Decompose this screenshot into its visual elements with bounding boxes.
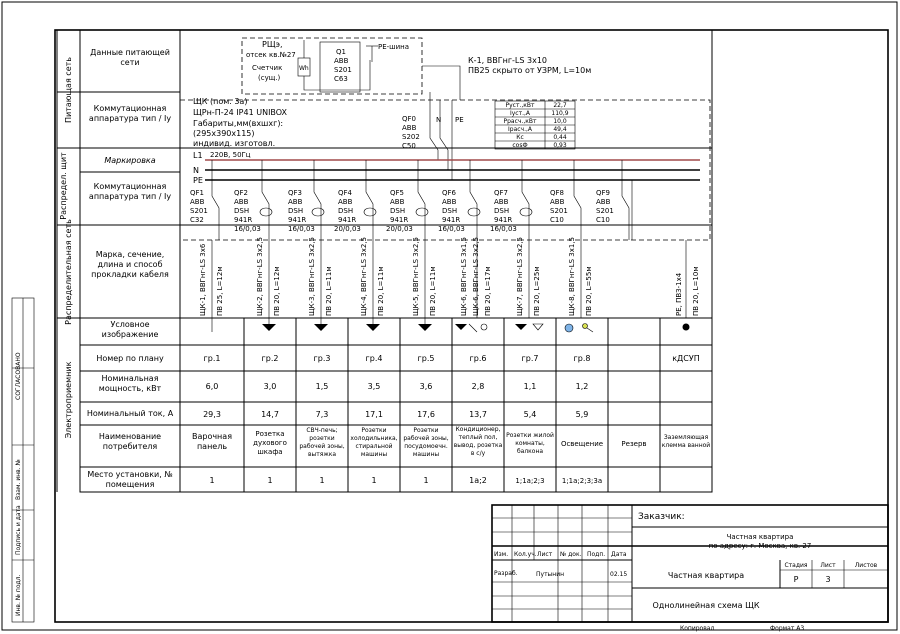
breaker-line: 941R: [288, 216, 307, 224]
receivers-rows: [203, 354, 700, 419]
meter-wh: Wh: [299, 65, 309, 72]
cable-label: ЩК-5, ВВГнг-LS 3х2,5: [412, 236, 420, 316]
current-cell: 17,1: [365, 410, 383, 419]
breaker-line: 941R: [390, 216, 409, 224]
place-cell: 1а;2: [469, 476, 487, 485]
power-cell: 1,5: [315, 382, 329, 391]
param-key: Iуст.,А: [509, 110, 531, 117]
stamp-h-izm: Изм.: [494, 551, 509, 558]
breaker-line: ABB: [596, 198, 611, 206]
lamp-icon: [565, 324, 573, 332]
consumer-cell: Розетки холодильника, стиральной машины: [350, 427, 398, 458]
plan-no-cell: гр.4: [365, 354, 383, 363]
cable-labels: [199, 237, 700, 316]
breaker-line: QF3: [288, 189, 302, 197]
plan-no-cell: гр.3: [313, 354, 331, 363]
breaker-line: C32: [190, 216, 204, 224]
label-supply-data: Данные питающей сети: [90, 48, 170, 67]
place-cell: 1: [209, 476, 215, 485]
breaker-line: S201: [550, 207, 568, 215]
symbols-row: [212, 318, 690, 332]
breaker-line: ABB: [288, 198, 303, 206]
stamp-stage-h: Стадия: [784, 562, 808, 569]
place-cell: 1: [319, 476, 325, 485]
breaker-line: DSH: [234, 207, 250, 215]
panel-voltage: 220В, 50Гц: [210, 151, 251, 159]
param-value: 110,9: [551, 110, 569, 117]
power-cell: 3,0: [263, 382, 277, 391]
socket-icon: [262, 324, 276, 331]
breaker-line: QF4: [338, 189, 352, 197]
breaker-qf7: [490, 160, 532, 240]
power-cell: 2,8: [471, 382, 485, 391]
label-location: Место установки, № помещения: [87, 470, 173, 489]
breaker-line: DSH: [494, 207, 510, 215]
breaker-line: 941R: [338, 216, 357, 224]
socket-icon: [418, 324, 432, 331]
panel-title: ЩК (пом. 3а): [193, 97, 248, 106]
breaker-qf2: [234, 160, 272, 240]
socket-icon: [366, 324, 380, 331]
cable-label: ЩК-6, ВВГнг-LS 3х2,5: [472, 236, 480, 316]
breaker-line: QF8: [550, 189, 564, 197]
stamp-h-sign: Подп.: [587, 551, 606, 558]
breaker-qf8: [550, 160, 581, 240]
meter-existing: (сущ.): [258, 74, 281, 82]
consumer-cell: Заземляющая клемма ванной: [661, 434, 711, 449]
breaker-qf9: [596, 160, 629, 240]
current-cell: 7,3: [315, 410, 329, 419]
stamp-copied: Копировал: [680, 625, 715, 632]
param-value: 0,44: [553, 134, 567, 141]
section-receivers: Электроприемник: [64, 361, 73, 439]
heater-icon: [469, 324, 477, 332]
breaker-line: ABB: [338, 198, 353, 206]
breaker-line: DSH: [338, 207, 354, 215]
stamp-sheet: 3: [825, 575, 831, 584]
panel-dims-label: Габариты,мм(вхшхг):: [193, 119, 284, 128]
places-row: [209, 476, 602, 485]
current-cell: 5,9: [575, 410, 589, 419]
qf0-n: N: [436, 116, 442, 124]
label-plan-no: Номер по плану: [96, 354, 164, 363]
plan-no-cell: гр.1: [203, 354, 221, 363]
socket-outline-icon: [533, 324, 543, 330]
outgoing-lines: [212, 240, 686, 318]
title-block: [492, 505, 888, 632]
stamp-h-date: Дата: [611, 551, 627, 558]
breaker-line: ABB: [234, 198, 249, 206]
place-cell: 1: [423, 476, 429, 485]
socket-icon: [455, 324, 467, 330]
place-cell: 1;1а;2;3: [515, 477, 545, 485]
breaker-qf6: [438, 160, 480, 240]
cable-label: ЩК-8, ВВГнг-LS 3х1,5: [568, 236, 576, 316]
plan-no-cell: гр.5: [417, 354, 435, 363]
cable-length: ПВ 20, L=10м: [692, 266, 700, 316]
breaker-line: 941R: [234, 216, 253, 224]
consumer-cell: Освещение: [560, 440, 604, 448]
param-key: Руст.,кВт: [505, 102, 535, 109]
plan-no-cell: кДСУП: [672, 354, 700, 363]
param-key: cosФ: [512, 142, 528, 149]
breaker-line: QF7: [494, 189, 508, 197]
breaker-qf4: [334, 160, 376, 240]
plan-no-cell: гр.7: [521, 354, 539, 363]
left-binding-strip: [12, 298, 34, 622]
breaker-line: C10: [596, 216, 610, 224]
consumer-cell: Розетка духового шкафа: [253, 430, 287, 456]
param-key: Iрасч.,А: [507, 126, 533, 133]
breaker-line: QF9: [596, 189, 610, 197]
breaker-line: ABB: [494, 198, 509, 206]
supply-cable-1: К-1, ВВГнг-LS 3х10: [468, 56, 547, 65]
consumer-cell: СВЧ-печь; розетки рабочей зоны, вытяжка: [299, 427, 345, 458]
panel-info: [193, 97, 288, 185]
breaker-line: DSH: [288, 207, 304, 215]
param-key: Кс: [516, 134, 524, 141]
param-value: 22,7: [553, 102, 567, 109]
qf0-pe: PE: [455, 116, 464, 124]
ground-terminal-icon: [683, 324, 690, 331]
breaker-line: S201: [190, 207, 208, 215]
power-cell: 1,2: [575, 382, 589, 391]
label-consumer: Наименование потребителя: [98, 432, 162, 451]
stamp-format: Формат A3: [770, 625, 805, 632]
stamp-dev-date: 02.15: [610, 571, 628, 578]
customer-line-2: по адресу: г. Москва, кв. 27: [708, 542, 812, 550]
stamp-h-kol: Кол.уч.: [514, 551, 537, 558]
place-cell: 1: [267, 476, 273, 485]
stamp-object: Частная квартира: [667, 571, 745, 580]
stamp-h-list: Лист: [537, 551, 553, 558]
consumer-cell: Розетки жилой комнаты, балкона: [506, 432, 554, 455]
q1-maker: ABB: [334, 57, 349, 65]
breaker-line: ABB: [390, 198, 405, 206]
plan-no-cell: гр.6: [469, 354, 487, 363]
plan-no-cell: гр.8: [573, 354, 591, 363]
power-cell: 3,6: [419, 382, 433, 391]
consumer-names: [182, 426, 711, 467]
breaker-line: DSH: [390, 207, 406, 215]
bus-l1-label: L1: [193, 151, 203, 160]
breaker-line: 20/0,03: [386, 225, 413, 233]
cable-label: ЩК-6, ВВГнг-LS 3х1,5: [460, 236, 468, 316]
q1-rating: C63: [334, 75, 348, 83]
pe-bus-label: РЕ-шина: [378, 43, 409, 51]
breaker-line: 941R: [442, 216, 461, 224]
label-power: Номинальная мощность, кВт: [98, 374, 162, 393]
breaker-qf5: [386, 160, 428, 240]
panel-model: ЩРн-П-24 IP41 UNIBOX: [193, 108, 288, 117]
cable-label: ЩК-3, ВВГнг-LS 3х2,5: [308, 236, 316, 316]
cable-length: ПВ 20, L=11м: [377, 266, 385, 316]
breaker-line: 16/0,03: [438, 225, 465, 233]
qf0-model: S202: [402, 133, 420, 141]
param-value: 0,93: [553, 142, 567, 149]
param-value: 49,4: [553, 126, 567, 133]
label-marking: Маркировка: [104, 156, 156, 165]
current-cell: 13,7: [469, 410, 487, 419]
q1-model: S201: [334, 66, 352, 74]
current-cell: 17,6: [417, 410, 435, 419]
stamp-sheet-h: Лист: [820, 562, 836, 569]
cable-label: ЩК-7, ВВГнг-LS 3х2,5: [516, 236, 524, 316]
consumer-cell: Розетки рабочей зоны, посудомоечн. машины: [403, 427, 449, 458]
breaker-line: QF1: [190, 189, 204, 197]
label-symbol: Условное изображение: [101, 320, 159, 339]
breaker-line: 16/0,03: [234, 225, 261, 233]
stamp-developer: Разраб.: [494, 570, 518, 577]
breaker-line: 941R: [494, 216, 513, 224]
section-panel: Распредел. щит: [59, 152, 68, 220]
breaker-qf3: [288, 160, 324, 240]
inv-dup-label: Взам. инв. №: [15, 459, 22, 500]
cable-label: ЩК-4, ВВГнг-LS 3х2,5: [360, 236, 368, 316]
stamp-drawing-title: Однолинейная схема ЩК: [652, 601, 760, 610]
section-supply: Питающая сеть: [64, 57, 73, 123]
current-cell: 5,4: [523, 410, 537, 419]
qf0-rating: C50: [402, 142, 416, 150]
consumer-cell: Резерв: [621, 440, 647, 448]
breaker-line: 20/0,03: [334, 225, 361, 233]
rsch-compartment: отсек кв.№27: [246, 51, 296, 59]
qf0-incomer: [402, 100, 464, 180]
panel-maker: индивид. изготовл.: [193, 139, 276, 148]
consumer-cell: Кондиционер, теплый пол, вывод, розетка в с/у: [453, 426, 503, 457]
cable-length: ПВ 20, L=25м: [533, 266, 541, 316]
socket-icon: [515, 324, 527, 330]
supply-cable-2: ПВ25 скрыто от УЗРМ, L=10м: [468, 66, 592, 75]
label-cable: Марка, сечение, длина и способ прокладки кабеля: [91, 250, 169, 279]
bus-n-label: N: [193, 166, 199, 175]
current-cell: 29,3: [203, 410, 221, 419]
label-switching-2: Коммутационная аппаратура тип / Iу: [88, 182, 172, 201]
current-cell: 14,7: [261, 410, 279, 419]
cable-length: ПВ 25, L=12м: [216, 266, 224, 316]
breaker-line: QF2: [234, 189, 248, 197]
cable-length: ПВ 20, L=55м: [585, 266, 593, 316]
power-cell: 1,1: [523, 382, 537, 391]
socket-icon: [314, 324, 328, 331]
place-cell: 1: [371, 476, 377, 485]
stamp-h-doc: № док.: [560, 551, 582, 558]
cable-length: ПВ 20, L=12м: [273, 266, 281, 316]
meter-label: Счетчик: [252, 64, 283, 72]
breaker-line: 16/0,03: [288, 225, 315, 233]
cable-length: ПВ 20, L=11м: [429, 266, 437, 316]
breaker-line: QF6: [442, 189, 456, 197]
q1-name: Q1: [336, 48, 346, 56]
breaker-line: ABB: [442, 198, 457, 206]
qf0-maker: ABB: [402, 124, 417, 132]
breaker-line: C10: [550, 216, 564, 224]
cable-length: ПВ 20, L=11м: [325, 266, 333, 316]
stamp-stage: Р: [793, 575, 799, 584]
breaker-line: ABB: [550, 198, 565, 206]
breaker-line: S201: [596, 207, 614, 215]
label-switching-1: Коммутационная аппаратура тип / Iу: [88, 104, 172, 123]
customer-line-1: Частная квартира: [726, 533, 794, 541]
place-cell: 1;1а;2;3;3а: [561, 477, 603, 485]
param-value: 10,0: [553, 118, 567, 125]
sign-date-label: Подпись и дата: [15, 505, 22, 555]
section-distribution: Распределительная сеть: [64, 219, 73, 325]
breaker-line: DSH: [442, 207, 458, 215]
rsch-label: РЩэ,: [262, 40, 283, 49]
outlet-icon: [481, 324, 487, 330]
panel-dims: (295х390х115): [193, 129, 255, 138]
switch-icon: [583, 324, 588, 329]
power-cell: 3,5: [367, 382, 381, 391]
cable-length: ПВ 20, L=17м: [484, 266, 492, 316]
plan-no-cell: гр.2: [261, 354, 279, 363]
breaker-line: 16/0,03: [490, 225, 517, 233]
customer-label: Заказчик:: [638, 512, 685, 522]
cable-label: ЩК-1, ВВГнг-LS 3х6: [199, 243, 207, 316]
qf0-name: QF0: [402, 115, 416, 123]
consumer-cell: Варочная панель: [191, 432, 233, 451]
power-cell: 6,0: [205, 382, 219, 391]
bus-pe-label: PE: [193, 176, 203, 185]
cable-label: РЕ, ПВЗ-1х4: [675, 272, 683, 316]
supply-meter-block: [242, 38, 591, 100]
inv-orig-label: Инв. № подл.: [15, 574, 22, 616]
cable-label: ЩК-2, ВВГнг-LS 3х2,5: [256, 236, 264, 316]
label-current: Номинальный ток, А: [86, 409, 174, 418]
stamp-dev-name: Путынин: [536, 571, 565, 578]
param-key: Ррасч.,кВт: [503, 118, 537, 125]
stamp-sheets-h: Листов: [854, 562, 878, 569]
parameters-table: [495, 101, 575, 149]
breaker-line: QF5: [390, 189, 404, 197]
agreed-label: СОГЛАСОВАНО: [15, 352, 22, 400]
breaker-line: ABB: [190, 198, 205, 206]
